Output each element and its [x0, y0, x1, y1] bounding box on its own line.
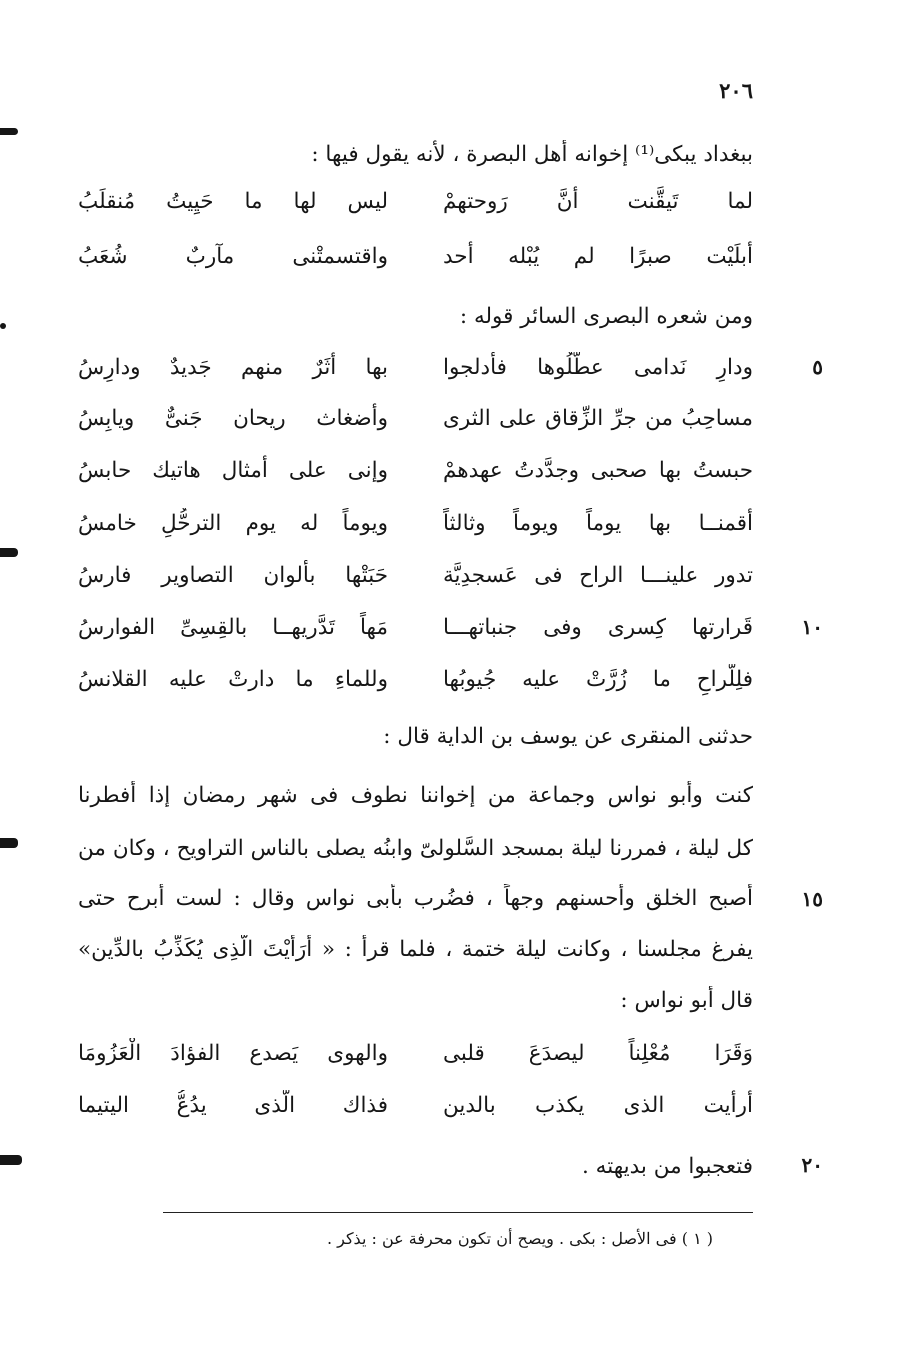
footnote-divider	[163, 1212, 753, 1213]
verse-line	[78, 560, 753, 592]
first-hemistich: أقمنــا بها يوماً ويوماً وثالثاً	[443, 511, 753, 536]
line-number: ٢٠	[801, 1153, 823, 1177]
first-hemistich: وَقَرَا مُعْلِناً ليصدَعَ قلبى	[443, 1041, 753, 1066]
second-hemistich: ويوماً له يوم الترحُّلِ خامسُ	[78, 511, 388, 536]
verse-line	[78, 241, 753, 273]
margin-mark	[0, 128, 18, 135]
story-line: يفرغ مجلسنا ، وكانت ليلة ختمة ، فلما قرأ : « أَرَأَيْتَ الَّذِى يُكَذِّبُ بالدِّين»	[78, 937, 753, 962]
first-hemistich: تدور علينـــا الراح فى عَسجدِيَّة	[443, 563, 753, 588]
story-line: قال أَبو نواس :	[620, 988, 753, 1013]
first-hemistich: ودارِ نَدامى عطَّلُوها فأَدلجوا	[443, 355, 753, 380]
first-hemistich: حبستُ بها صحبى وجدَّدتُ عهدهمْ	[443, 458, 753, 483]
page-number: ٢٠٦	[719, 78, 753, 103]
verse-line	[78, 352, 753, 384]
story-line: كنت وأبو نواس وجماعة من إخواننا نطوف فى شهر رمضان إذا أفطرنا	[78, 783, 753, 808]
first-hemistich: قَرارتها كِسرى وفى جنباتهـــا	[443, 615, 753, 640]
second-hemistich: ليس لها ما حَيِيتُ مُنقلَبُ	[78, 189, 388, 214]
margin-mark	[0, 838, 18, 848]
line-number: ٥	[812, 355, 823, 379]
first-hemistich: لما تَيقَّنت أنَّ رَوحتهمْ	[443, 189, 753, 214]
margin-mark	[0, 323, 6, 329]
second-hemistich: والهوى يَصدع الفؤادَ الْعَزُومَا	[78, 1041, 388, 1066]
first-hemistich: أَرأَيت الذى يكذب بالدين	[443, 1093, 753, 1118]
margin-mark	[0, 548, 18, 557]
margin-mark	[0, 1155, 22, 1165]
footnote: ( ١ ) فى الأصل : بكى . ويصح أن تكون محرفة عن : يذكر .	[326, 1229, 713, 1248]
line-number: ١٥	[801, 887, 823, 911]
intro-line: ببغداد يبكى⁽¹⁾ إخوانه أهل البصرة ، لأنه يقول فيها :	[311, 142, 753, 167]
verse-line	[78, 1038, 753, 1070]
second-hemistich: مَهاً تَدَّريهــا بالقِسِىِّ الفوارسُ	[78, 615, 388, 640]
second-hemistich: وللماءِ ما دارتْ عليه القلانسُ	[78, 667, 388, 692]
first-hemistich: أَبلَيْت صبرًا لم يُبْله أحد	[443, 244, 753, 269]
second-hemistich: واقتسمتْنى مآربٌ شُعَبُ	[78, 244, 388, 269]
verse-line	[78, 508, 753, 540]
first-hemistich: فلِلَّراحِ ما زُرَّتْ عليه جُيوبُها	[443, 667, 753, 692]
verse-line	[78, 612, 753, 644]
verse-line	[78, 1090, 753, 1122]
verse-line	[78, 664, 753, 696]
story-line: كل ليلة ، فمررنا ليلة بمسجد السَّلولىّ وابنُه يصلى بالناس التراويح ، وكان من	[78, 836, 753, 861]
story-intro: حدثنى المنقرى عن يوسف بن الداية قال :	[383, 724, 753, 749]
first-hemistich: مساحِبُ من جرِّ الزِّقاق على الثرى	[443, 406, 753, 431]
second-hemistich: بها أَثَرٌ منهم جَديدٌ ودارِسُ	[78, 355, 388, 380]
verse-line	[78, 186, 753, 218]
second-hemistich: وإنى على أمثال هاتيك حابسُ	[78, 458, 388, 483]
poem-intro: ومن شعره البصرى السائر قوله :	[459, 304, 753, 329]
second-hemistich: وأضغاث ريحان جَنىٌّ ويابِسُ	[78, 406, 388, 431]
line-number: ١٠	[801, 615, 823, 639]
second-hemistich: فذاك الَّذى يدُعُّ اليتيما	[78, 1093, 388, 1118]
story-line: أصبح الخلق وأحسنهم وجهاً ، فضُرب بأَبى نواس وقال : لست أَبرح حتى	[78, 886, 753, 911]
verse-line	[78, 403, 753, 435]
verse-line	[78, 455, 753, 487]
second-hemistich: حَبَتْها بأَلوان التصاوير فارسُ	[78, 563, 388, 588]
closing-line: فتعجبوا من بديهته .	[582, 1154, 753, 1179]
